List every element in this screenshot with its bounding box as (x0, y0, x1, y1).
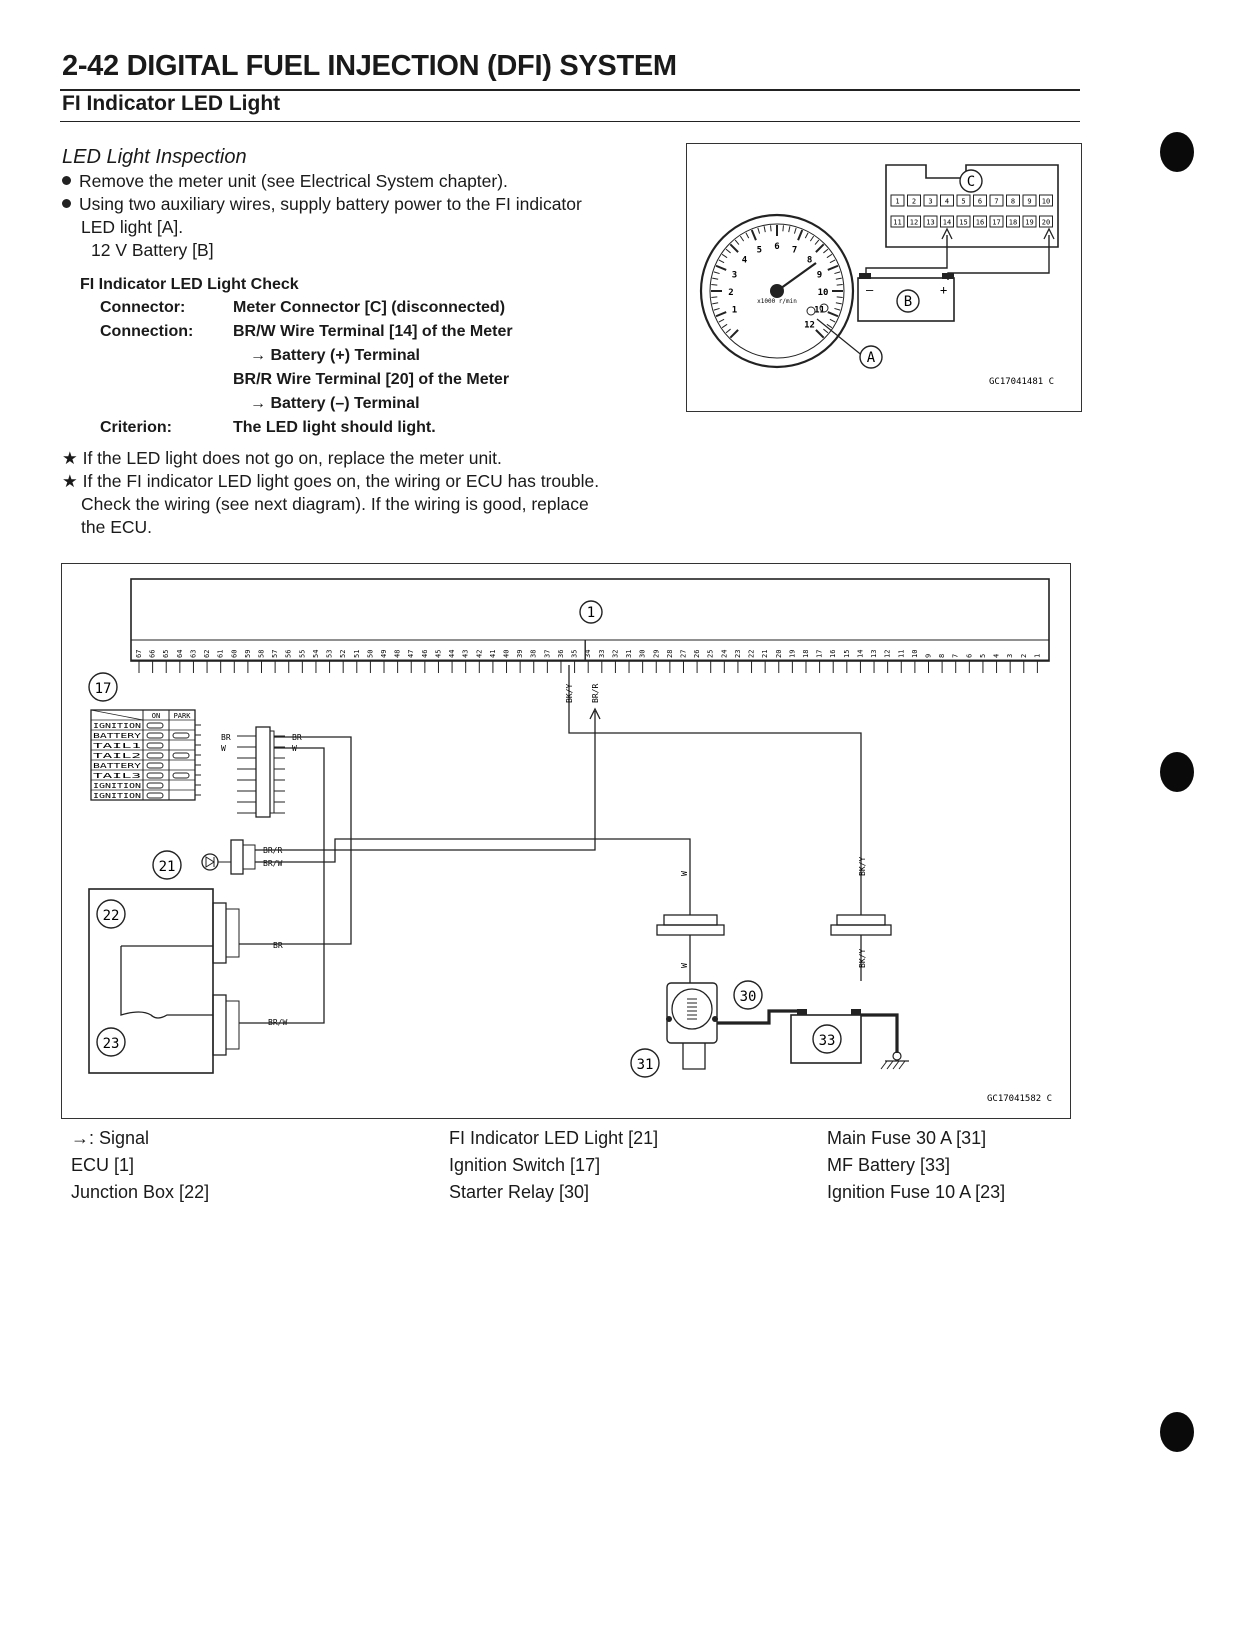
wire-label: W (680, 963, 689, 968)
gauge-number: 4 (741, 255, 748, 266)
pin-number: 11 (893, 218, 902, 227)
ecu-pin-number: 48 (393, 649, 402, 658)
gauge-tick (711, 297, 717, 298)
ecu-pin-number: 43 (461, 649, 470, 658)
connection-line-1: BR/W Wire Terminal [14] of the Meter (233, 323, 513, 340)
pin-number: 9 (1027, 197, 1032, 206)
battery-plus: + (940, 283, 948, 297)
ecu-pin-number: 26 (693, 649, 702, 658)
page-title: 2-42 DIGITAL FUEL INJECTION (DFI) SYSTEM (62, 50, 677, 82)
bullet-icon (62, 199, 71, 208)
note-item (62, 447, 662, 470)
note-continuation: the ECU. (81, 517, 152, 537)
ecu-pin-number: 52 (339, 649, 348, 658)
ecu-pin-number: 14 (856, 649, 865, 658)
wire-label: BK/Y (565, 683, 574, 703)
bullet-text: Using two auxiliary wires, supply battery power to the FI indicator (79, 194, 582, 214)
callout-ecu-text: 1 (586, 605, 596, 621)
ecu-pin-number: 20 (774, 649, 783, 658)
note-continuation: Check the wiring (see next diagram). If the wiring is good, replace (81, 494, 589, 514)
figure-code: GC17041582 C (987, 1094, 1053, 1104)
ecu-pin-number: 66 (148, 649, 157, 658)
switch-col-header: PARK (173, 712, 191, 720)
ecu-pin-number: 44 (448, 649, 457, 658)
ecu-pin-number: 22 (747, 649, 756, 658)
star-icon: ★ (62, 448, 78, 468)
pin-number: 18 (1008, 218, 1018, 227)
ecu-pin-number: 45 (434, 649, 443, 658)
pin-number: 14 (942, 218, 952, 227)
switch-contact-icon (147, 723, 163, 728)
pin-number: 19 (1025, 218, 1034, 227)
pin-number: 1 (895, 197, 900, 206)
ecu-pin-number: 7 (951, 653, 960, 658)
note-text: If the LED light does not go on, replace the meter unit. (82, 448, 502, 468)
callout-main-fuse-text: 31 (636, 1057, 654, 1073)
gauge-tick (837, 297, 843, 298)
pin-number: 12 (909, 218, 919, 227)
legend-item (71, 1125, 209, 1152)
ecu-pin-number: 10 (910, 649, 919, 658)
gauge-number: 11 (814, 305, 825, 316)
pin-number: 7 (994, 197, 999, 206)
bullet-icon (62, 176, 71, 185)
switch-row-label: BATTERY (93, 732, 143, 740)
ecu-pin-number: 67 (135, 649, 143, 658)
ecu-pin-number: 1 (1033, 653, 1042, 658)
binder-hole-top (1160, 132, 1194, 172)
ecu-pin-number: 8 (938, 653, 947, 658)
switch-table-diagonal (91, 710, 143, 720)
callout-fi-led-text: 21 (158, 859, 176, 875)
ecu-pin-number: 59 (243, 649, 252, 658)
ecu-pin-number: 55 (298, 649, 307, 658)
ecu-pin-number: 16 (829, 649, 838, 658)
ecu-pin-number: 38 (529, 649, 538, 658)
ecu-pin-number: 18 (801, 649, 810, 658)
bullet-item (62, 170, 662, 193)
gauge-number: 6 (774, 242, 780, 252)
connection-line-2: → Battery (+) Terminal (250, 347, 420, 364)
ecu-pin-number: 4 (992, 653, 1001, 658)
ecu-pin-number: 34 (584, 649, 593, 658)
ecu-pin-number: 2 (1019, 653, 1028, 658)
pin-number: 13 (926, 218, 935, 227)
ecu-pin-number: 30 (638, 649, 647, 658)
ignition-switch-table (91, 710, 201, 800)
gauge-tick (771, 225, 772, 231)
callout-a-text: A (866, 350, 876, 366)
ecu-pin-number: 56 (284, 649, 293, 658)
figure-code: GC17041481 C (989, 377, 1055, 387)
title-rule (60, 89, 1080, 91)
bullet-text: Remove the meter unit (see Electrical System chapter). (79, 171, 508, 191)
meter-check-figure (686, 143, 1082, 412)
gauge-number: 10 (817, 288, 829, 298)
ecu-pin-number: 39 (516, 649, 525, 658)
switch-row-label: BATTERY (93, 762, 143, 770)
ecu-pin-number: 12 (883, 649, 892, 658)
switch-contact-icon (147, 733, 163, 738)
legend-col-1 (71, 1125, 209, 1206)
switch-contact-icon (173, 753, 189, 758)
ecu-pin-number: 19 (788, 649, 797, 658)
switch-col-header: ON (151, 712, 161, 720)
ecu-pin-number: 65 (162, 649, 171, 658)
ecu-pin-number: 5 (978, 653, 987, 658)
ecu-pin-number: 53 (325, 649, 334, 658)
binder-hole-middle (1160, 752, 1194, 792)
note-text: If the FI indicator LED light goes on, the wiring or ECU has trouble. (82, 471, 600, 491)
wire-label: W (292, 744, 297, 753)
connection-line-4: → Battery (–) Terminal (250, 395, 420, 412)
connection-label: Connection: (100, 323, 194, 340)
ecu-pin-number: 42 (475, 649, 484, 658)
connector-value: Meter Connector [C] (disconnected) (233, 299, 506, 316)
pin-number: 17 (992, 218, 1001, 227)
wire-label: BR (221, 733, 231, 742)
ecu-pin-number: 13 (870, 649, 879, 658)
gauge-tick (837, 285, 843, 286)
callout-junction-box-text: 22 (102, 908, 120, 924)
ecu-pin-number: 60 (230, 649, 239, 658)
page-subtitle: FI Indicator LED Light (62, 92, 281, 115)
ecu-pin-number: 63 (189, 649, 198, 658)
ecu-pin-number: 25 (706, 649, 715, 658)
switch-contact-icon (147, 743, 163, 748)
led-icon (202, 854, 218, 870)
ecu-pin-number: 47 (407, 649, 416, 658)
callout-c-text: C (966, 174, 976, 190)
ground-cable (861, 1015, 897, 1053)
legend-item: Starter Relay [30] (449, 1182, 590, 1202)
wire-label: BK/Y (858, 856, 867, 876)
ecu-pin-number: 3 (1006, 653, 1015, 658)
binder-hole-bottom (1160, 1412, 1194, 1452)
ecu-pin-number: 54 (311, 649, 320, 658)
ecu-pin-number: 50 (366, 649, 375, 658)
pin-number: 8 (1010, 197, 1016, 206)
wire-label: W (221, 744, 226, 753)
jbox-connector-upper (213, 903, 226, 963)
wire-brr (948, 235, 1049, 280)
connection-line-3: BR/R Wire Terminal [20] of the Meter (233, 371, 510, 388)
switch-contact-icon (147, 783, 163, 788)
wire-label: BR/W (268, 1018, 288, 1027)
switch-row-label: TAIL2 (93, 752, 141, 760)
gauge-number: 9 (816, 270, 823, 281)
criterion-label: Criterion: (100, 419, 172, 436)
legend-item: ECU [1] (71, 1155, 135, 1175)
pin-number: 5 (961, 197, 966, 206)
battery-cable (717, 1011, 797, 1023)
callout-ignition-fuse-text: 23 (102, 1036, 120, 1052)
legend-item: Main Fuse 30 A [31] (827, 1128, 987, 1148)
gauge-number: 3 (731, 270, 738, 281)
legend-item: Ignition Fuse 10 A [23] (827, 1182, 1006, 1202)
ecu-pin-number: 32 (611, 649, 620, 658)
bky-connector (837, 915, 885, 925)
pin-number: 3 (928, 197, 933, 206)
pin-number: 4 (944, 197, 950, 206)
legend-item: MF Battery [33] (827, 1155, 951, 1175)
bullet-continuation: LED light [A]. (81, 217, 184, 237)
ecu-pin-number: 17 (815, 649, 824, 658)
ecu-pin-number: 21 (761, 649, 770, 658)
switch-contact-icon (147, 763, 163, 768)
wiring-diagram (61, 563, 1071, 1119)
starter-relay (667, 983, 717, 1043)
ecu-pin-number: 23 (733, 649, 742, 658)
w-connector (664, 915, 717, 925)
wire-label: BR (292, 733, 302, 742)
switch-row-label: IGNITION (93, 722, 141, 730)
battery-minus: – (866, 283, 874, 297)
criterion-value: The LED light should light. (233, 419, 436, 436)
wire-harness (239, 665, 861, 1023)
ecu-pin-number: 37 (543, 649, 552, 658)
svg-text:x1000 r/min: x1000 r/min (757, 298, 797, 305)
ecu-pin-number: 24 (720, 649, 729, 658)
pin-number: 20 (1041, 218, 1051, 227)
switch-connector (256, 727, 270, 817)
pin-number: 2 (911, 197, 917, 206)
bullet-item (62, 193, 662, 216)
switch-row-label: IGNITION (93, 792, 141, 800)
gauge-number: 8 (806, 255, 813, 266)
ecu-pin-number: 6 (965, 653, 974, 658)
wire-label: BR (273, 941, 283, 950)
ecu-pin-number: 15 (842, 649, 851, 658)
connector-label: Connector: (100, 299, 186, 316)
wire-label: W (680, 871, 689, 876)
ecu-pin-number: 31 (625, 649, 634, 658)
gauge-number: 7 (791, 245, 798, 256)
ecu-pin-number: 46 (420, 649, 429, 658)
ecu-pin-number: 51 (352, 649, 361, 658)
section-heading: LED Light Inspection (62, 146, 247, 168)
callout-mf-battery-text: 33 (818, 1033, 836, 1049)
ecu-pin-number: 36 (556, 649, 565, 658)
ecu-pin-number: 29 (652, 649, 661, 658)
wire-label: BR/R (263, 846, 283, 855)
star-icon: ★ (62, 471, 78, 491)
ecu-pin-number: 9 (924, 653, 933, 658)
ecu-pin-number: 57 (271, 649, 280, 658)
callout-starter-relay-text: 30 (739, 989, 757, 1005)
legend-col-3 (827, 1125, 1005, 1206)
switch-contact-icon (173, 773, 189, 778)
switch-contact-icon (147, 793, 163, 798)
gauge-number: 2 (728, 288, 734, 298)
jbox-connector-lower (213, 995, 226, 1055)
ecu-pin-number: 61 (216, 649, 225, 658)
switch-contact-icon (173, 733, 189, 738)
ecu-pin-number: 35 (570, 649, 579, 658)
callout-b-text: B (903, 294, 913, 310)
legend-item: Ignition Switch [17] (449, 1155, 601, 1175)
led-connector (231, 840, 243, 874)
callout-ignition-switch-text: 17 (94, 681, 112, 697)
pin-number: 15 (959, 218, 968, 227)
legend-col-2 (449, 1125, 658, 1206)
legend-text: : Signal (89, 1128, 150, 1148)
gauge-number: 12 (804, 320, 815, 331)
battery-note: 12 V Battery [B] (91, 240, 214, 260)
ecu-pin-number: 27 (679, 649, 688, 658)
switch-contact-icon (147, 753, 163, 758)
wire-brw (866, 235, 947, 278)
check-heading: FI Indicator LED Light Check (80, 276, 299, 293)
gauge-tick (711, 285, 717, 286)
ecu-pin-number: 58 (257, 649, 266, 658)
switch-row-label: TAIL3 (93, 772, 141, 780)
ground-icon (893, 1052, 901, 1060)
arrow-icon: → (71, 1128, 89, 1148)
gauge-tick (783, 225, 784, 231)
wire-label: BR/W (263, 859, 283, 868)
gauge-number: 5 (756, 245, 763, 256)
switch-row-label: IGNITION (93, 782, 141, 790)
note-item (62, 470, 662, 493)
ecu-pin-number: 28 (665, 649, 674, 658)
subtitle-rule (60, 121, 1080, 122)
ecu-pin-number: 49 (380, 649, 389, 658)
switch-row-label: TAIL1 (93, 742, 141, 750)
ecu-pin-number: 64 (175, 649, 184, 658)
wire-label: BR/R (591, 683, 600, 703)
legend-item: Junction Box [22] (71, 1182, 210, 1202)
ecu-pin-number: 62 (203, 649, 212, 658)
gauge-number: 1 (731, 305, 738, 316)
ecu-pin-number: 33 (597, 649, 606, 658)
wire-label: BK/Y (858, 948, 867, 968)
legend-item: FI Indicator LED Light [21] (449, 1128, 659, 1148)
pin-number: 6 (977, 197, 983, 206)
pin-number: 16 (975, 218, 985, 227)
ecu-pin-number: 41 (488, 649, 497, 658)
ecu-pin-number: 11 (897, 649, 906, 658)
pin-number: 10 (1041, 197, 1051, 206)
ecu-pin-number: 40 (502, 649, 511, 658)
switch-contact-icon (147, 773, 163, 778)
